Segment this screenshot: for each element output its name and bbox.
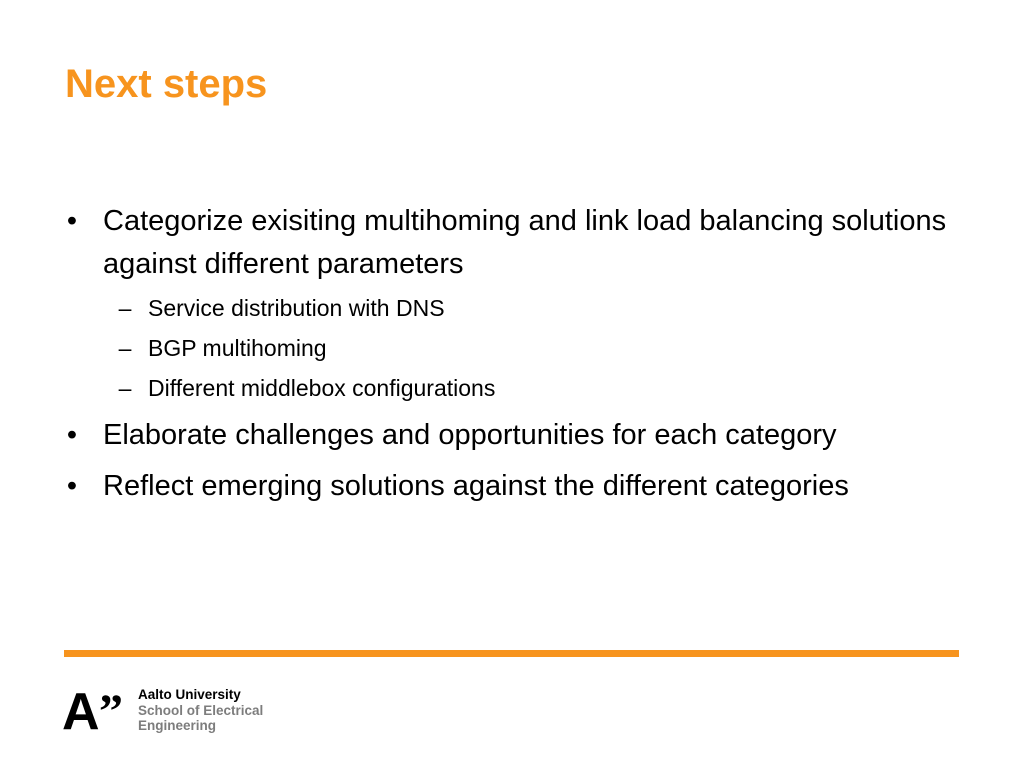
sub-bullet-marker: –: [118, 295, 132, 321]
aalto-logo-icon: [62, 685, 128, 733]
school-name-line2: Engineering: [138, 718, 217, 733]
logo-mark-quote: ”: [99, 685, 123, 733]
bullet-marker: •: [66, 205, 78, 237]
school-name-line1: School of Electrical: [138, 702, 264, 718]
sub-bullet-item-dns: [62, 288, 962, 328]
bullet-list: [62, 200, 962, 510]
bullet-marker: •: [66, 419, 78, 451]
bullet-item-categorize: [62, 200, 962, 286]
sub-bullet-marker: –: [118, 335, 132, 361]
sub-bullet-text: Service distribution with DNS: [148, 295, 445, 321]
orange-divider: [64, 650, 959, 657]
bullet-text: Elaborate challenges and opportunities for each category: [103, 419, 837, 451]
bullet-text: Categorize exisiting multihoming and link load balancing solutions against different parameters: [103, 205, 947, 280]
bullet-item-elaborate: [62, 414, 962, 457]
bullet-text: Reflect emerging solutions against the different categories: [103, 470, 849, 502]
sub-bullet-text: BGP multihoming: [148, 335, 327, 361]
sub-bullet-text: Different middlebox configurations: [148, 375, 496, 401]
sub-bullet-marker: –: [118, 375, 132, 401]
slide-title: Next steps: [65, 62, 268, 106]
logo-mark-letter: A: [62, 685, 100, 733]
sub-bullet-item-bgp: [62, 328, 962, 368]
org-name: Aalto University: [138, 687, 241, 702]
bullet-item-reflect: [62, 465, 962, 508]
bullet-marker: •: [66, 470, 78, 502]
logo-text: [138, 687, 263, 734]
sub-bullet-item-middlebox: [62, 368, 962, 408]
sub-bullet-list: [62, 288, 962, 408]
